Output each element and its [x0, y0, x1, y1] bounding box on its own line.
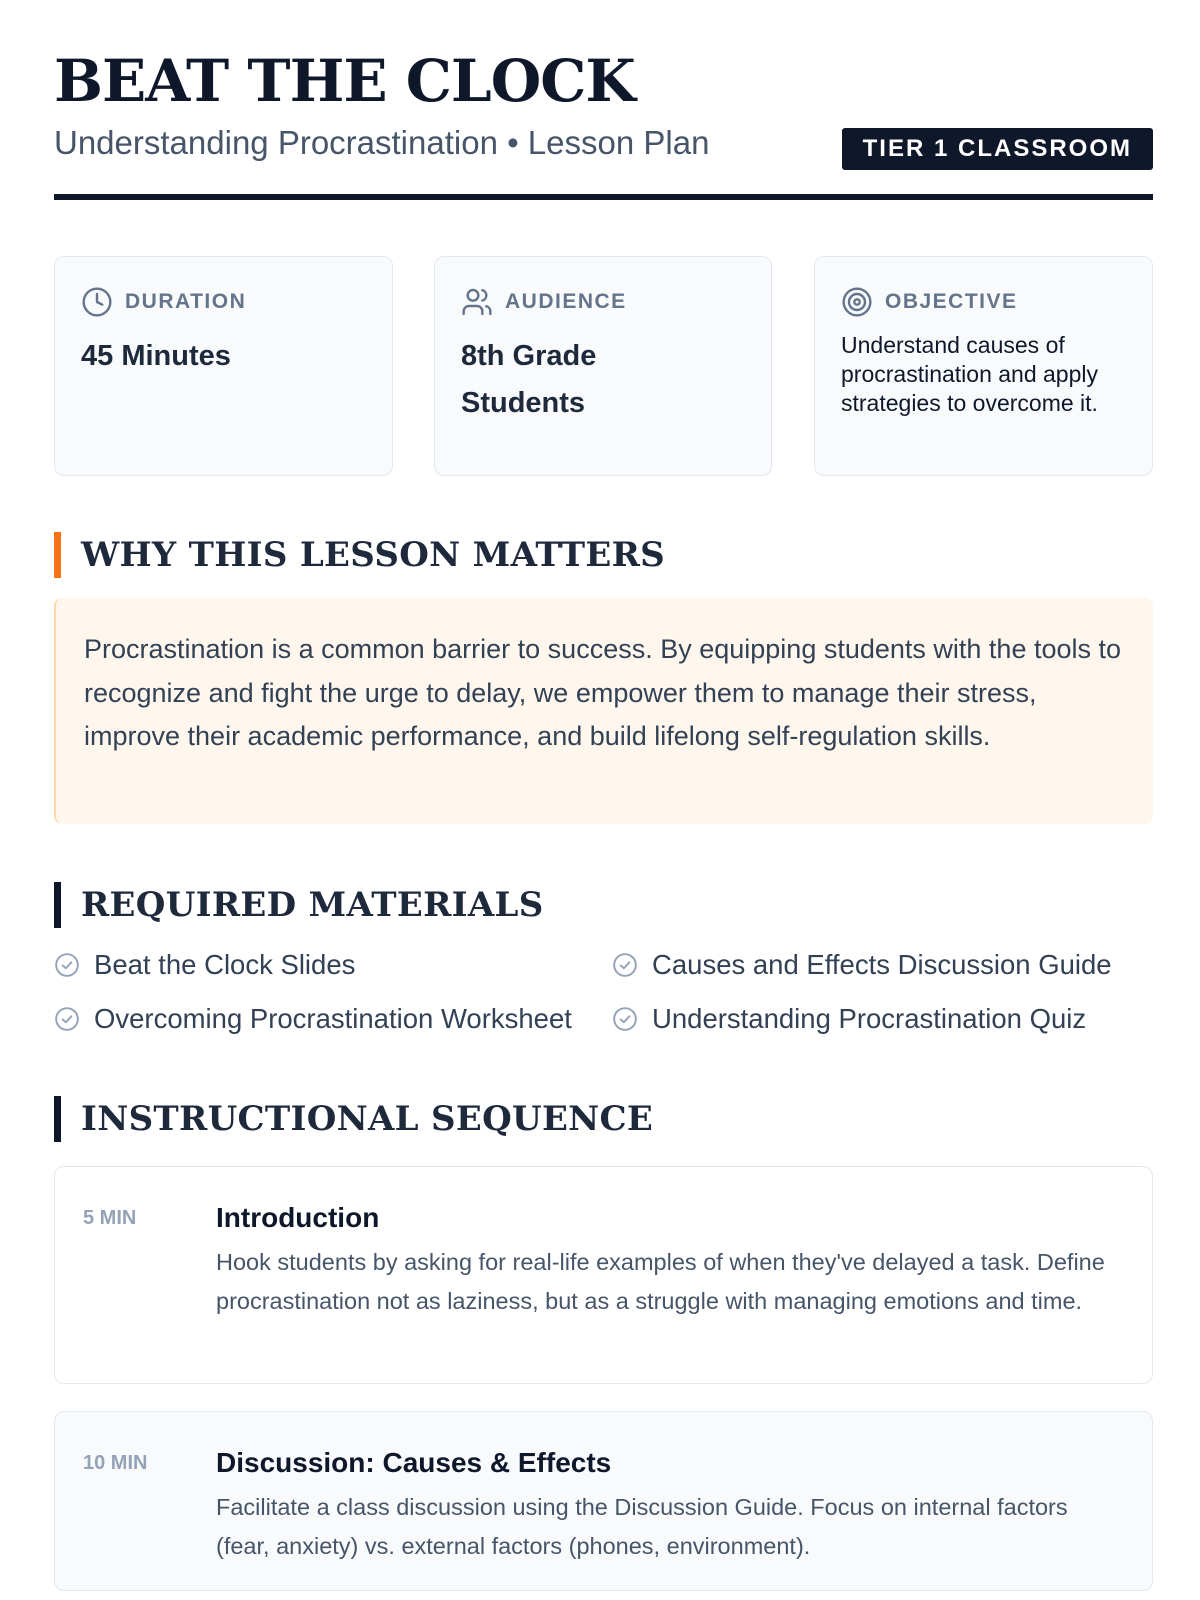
step-title: Discussion: Causes & Effects — [216, 1447, 612, 1478]
info-cards — [54, 256, 1153, 476]
check-circle-icon — [54, 1006, 80, 1032]
duration-card — [54, 256, 393, 476]
materials-section-title: REQUIRED MATERIALS — [81, 885, 544, 925]
audience-label: AUDIENCE — [505, 290, 627, 313]
tier-badge: TIER 1 CLASSROOM — [842, 128, 1153, 170]
section-accent-bar — [54, 1096, 61, 1142]
section-accent-bar — [54, 882, 61, 928]
sequence-section-title: INSTRUCTIONAL SEQUENCE — [81, 1099, 654, 1139]
material-label: Overcoming Procrastination Worksheet — [94, 1003, 572, 1034]
material-label: Causes and Effects Discussion Guide — [652, 949, 1112, 980]
header — [54, 0, 1153, 200]
material-label: Beat the Clock Slides — [94, 949, 356, 980]
why-text-box: Procrastination is a common barrier to success. By equipping students with the tools to recognize and fight the urge to delay, we empower them to manage their stress, improve their academic performance, and build lifelong self-regulation skills. — [54, 598, 1153, 824]
material-item — [54, 999, 572, 1039]
page-subtitle: Understanding Procrastination • Lesson Plan — [54, 124, 710, 161]
why-section-header — [54, 532, 665, 578]
step-duration: 5 MIN — [83, 1207, 137, 1229]
objective-card — [814, 256, 1153, 476]
sequence-section-header — [54, 1096, 653, 1142]
step-title: Introduction — [216, 1202, 380, 1233]
objective-value: Understand causes of procrastination and apply strategies to overcome it. — [841, 332, 1098, 416]
step-description: Facilitate a class discussion using the Discussion Guide. Focus on internal factors (fear, anxiety) vs. external factors (phones, environment). — [216, 1494, 1068, 1559]
material-item — [54, 945, 355, 985]
duration-label: DURATION — [125, 290, 247, 313]
audience-card — [434, 256, 772, 476]
step-duration: 10 MIN — [83, 1452, 148, 1474]
lesson-plan-page — [54, 0, 1153, 1559]
why-section-title: WHY THIS LESSON MATTERS — [81, 535, 666, 575]
audience-value: 8th Grade Students — [461, 340, 597, 419]
check-circle-icon — [54, 952, 80, 978]
material-item — [612, 999, 1086, 1039]
page-title: BEAT THE CLOCK — [54, 47, 635, 115]
check-circle-icon — [612, 1006, 638, 1032]
material-label: Understanding Procrastination Quiz — [652, 1003, 1087, 1034]
check-circle-icon — [612, 952, 638, 978]
objective-label: OBJECTIVE — [885, 290, 1018, 313]
materials-section-header — [54, 882, 544, 928]
sequence-step-discussion — [54, 1411, 1153, 1591]
sequence-step-introduction — [54, 1166, 1153, 1384]
clock-icon — [81, 286, 113, 318]
users-icon — [461, 286, 493, 318]
section-accent-bar — [54, 532, 61, 578]
duration-value: 45 Minutes — [81, 340, 231, 372]
step-description: Hook students by asking for real-life examples of when they've delayed a task. Define procrastination not as laziness, but as a struggle with managing emotions and time. — [216, 1249, 1105, 1314]
target-icon — [841, 286, 873, 318]
material-item — [612, 945, 1112, 985]
